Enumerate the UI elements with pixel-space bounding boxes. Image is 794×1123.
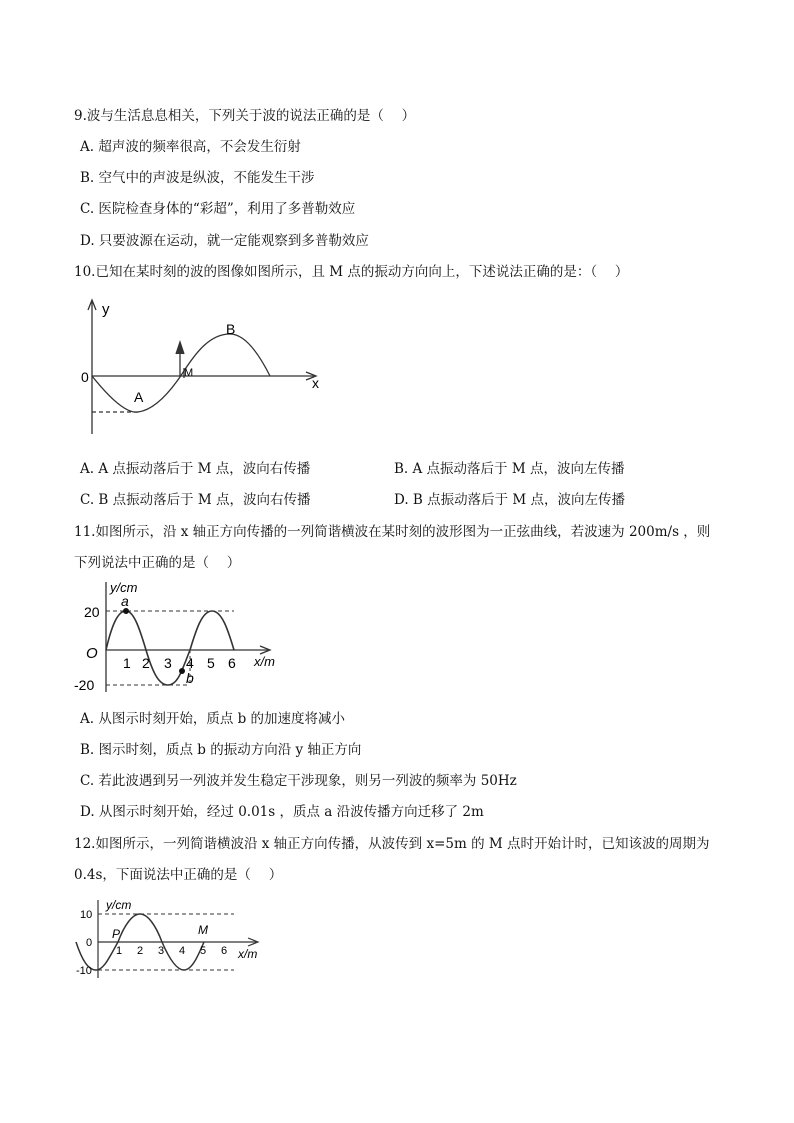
q10-origin-label: 0 [81, 369, 89, 385]
q10-wave-figure [78, 296, 328, 438]
q12-y-tick-neg10: -10 [76, 965, 92, 977]
q10-option-b: B. A 点振动落后于 M 点，波向左传播 [394, 461, 625, 477]
q11-x-tick-1: 1 [123, 655, 131, 671]
q12-wave-figure [72, 894, 272, 982]
q10-point-b-label: B [226, 321, 236, 337]
q11-origin-label: O [86, 645, 98, 662]
q12-point-p-label: P [112, 927, 121, 941]
q9-stem: 9.波与生活息息相关，下列关于波的说法正确的是（ ） [74, 108, 416, 124]
q11-x-tick-4: 4 [186, 655, 194, 671]
q12-y-tick-10: 10 [80, 909, 93, 921]
q11-x-tick-6: 6 [228, 655, 236, 671]
q9-option-d: D. 只要波源在运动，就一定能观察到多普勒效应 [80, 233, 369, 249]
q12-x-tick-2: 2 [137, 945, 144, 957]
q11-wave-curve [106, 611, 234, 685]
q11-stem-line2: 下列说法中正确的是（ ） [74, 555, 241, 571]
q10-stem: 10.已知在某时刻的波的图像如图所示，且 M 点的振动方向向上，下述说法正确的是：（ ） [74, 264, 629, 280]
q11-y-tick-neg20: -20 [74, 677, 95, 693]
q12-stem-line1: 12.如图所示，一列简谐横波沿 x 轴正方向传播，从波传到 x=5m 的 M 点时开始计时，已知该波的周期为 [74, 836, 710, 852]
q10-x-label: x [312, 375, 319, 391]
q10-point-m-label: M [184, 367, 194, 379]
q12-x-tick-4: 4 [179, 945, 186, 957]
q12-origin-label: 0 [86, 937, 93, 949]
q10-option-d: D. B 点振动落后于 M 点，波向左传播 [394, 492, 626, 508]
q9-option-b: B. 空气中的声波是纵波，不能发生干涉 [80, 170, 315, 186]
q10-point-a-label: A [134, 389, 144, 405]
q12-x-tick-6: 6 [221, 945, 228, 957]
q11-x-tick-3: 3 [164, 655, 172, 671]
q11-option-c: C. 若此波遇到另一列波并发生稳定干涉现象，则另一列波的频率为 50Hz [80, 773, 517, 789]
q11-point-b-label: b [186, 670, 194, 686]
q11-option-d: D. 从图示时刻开始，经过 0.01s ，质点 a 沿波传播方向迁移了 2m [80, 804, 484, 820]
q12-x-tick-1: 1 [116, 945, 123, 957]
q10-option-c: C. B 点振动落后于 M 点，波向右传播 [80, 492, 311, 508]
q11-y-tick-20: 20 [84, 604, 100, 620]
q11-x-tick-5: 5 [207, 655, 215, 671]
q12-stem-line2: 0.4s，下面说法中正确的是（ ） [74, 867, 283, 883]
q11-y-label: y/cm [110, 580, 138, 595]
q11-point-b-dot [179, 668, 185, 674]
q12-x-tick-5: 5 [200, 945, 207, 957]
q11-x-tick-2: 2 [142, 655, 150, 671]
q9-option-a: A. 超声波的频率很高，不会发生衍射 [80, 139, 301, 155]
q11-stem-line1: 11.如图所示，沿 x 轴正方向传播的一列简谐横波在某时刻的波形图为一正弦曲线，若波速为 200m/s ，则 [74, 524, 711, 540]
q9-option-c: C. 医院检查身体的“彩超”，利用了多普勒效应 [80, 201, 356, 217]
q11-x-label: x/m [254, 654, 275, 669]
q10-m-velocity-arrowhead [176, 342, 184, 354]
q11-wave-figure [72, 578, 282, 696]
q10-y-label: y [102, 301, 110, 318]
q10-option-a: A. A 点振动落后于 M 点，波向右传播 [80, 461, 311, 477]
q12-x-tick-3: 3 [158, 945, 165, 957]
q12-y-label: y/cm [106, 898, 132, 912]
q11-point-a-label: a [121, 593, 129, 609]
q12-point-m-label: M [198, 923, 208, 937]
q11-option-a: A. 从图示时刻开始，质点 b 的加速度将减小 [80, 711, 346, 727]
q11-option-b: B. 图示时刻，质点 b 的振动方向沿 y 轴正方向 [80, 742, 362, 758]
q12-x-label: x/m [238, 947, 258, 961]
